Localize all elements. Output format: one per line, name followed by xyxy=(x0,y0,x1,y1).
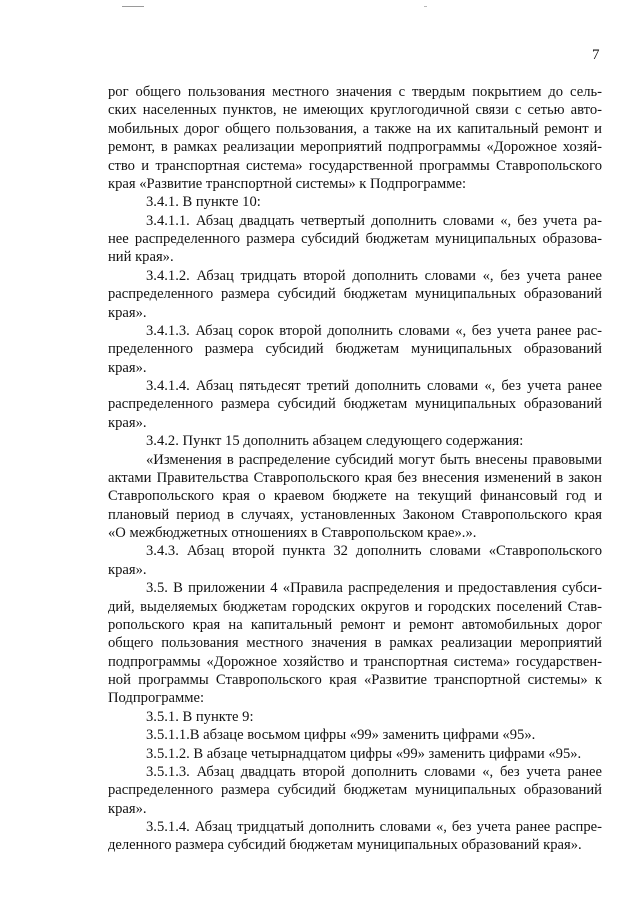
text-line: края». xyxy=(108,304,147,321)
text-line: края». xyxy=(108,359,147,376)
text-line: 3.5.1.1.В абзаце восьмом цифры «99» заменить цифрами «95». xyxy=(146,727,536,744)
text-line: края». xyxy=(108,561,147,578)
text-line: 3.4.1.3. Абзац сорок второй дополнить словами «, без учета ранее рас- xyxy=(146,322,602,339)
text-line: общего пользования местного значения в рамках реализации мероприятий xyxy=(108,635,602,652)
text-line: края». xyxy=(108,414,147,431)
text-line: 3.4.1.1. Абзац двадцать четвертый дополнить словами «, без учета ра- xyxy=(146,212,602,229)
text-line: дий, выделяемых бюджетам городских округов и городских поселений Став- xyxy=(108,598,602,615)
text-line: 3.4.1. В пункте 10: xyxy=(146,194,261,211)
text-line: мобильных дорог общего пользования, а также на их капитальный ремонт и xyxy=(108,120,602,137)
text-line: подпрограммы «Дорожное хозяйство и транспортная система» государствен- xyxy=(108,653,602,670)
text-line: ремонт, в рамках реализации мероприятий подпрограммы «Дорожное хозяй- xyxy=(108,139,602,156)
text-line: нее распределенного размера субсидий бюджетам муниципальных образова- xyxy=(108,231,602,247)
scan-mark xyxy=(122,6,144,7)
text-line: распределенного размера субсидий бюджетам муниципальных образований xyxy=(108,782,602,799)
text-line: края «Развитие транспортной системы» к Подпрограмме: xyxy=(108,175,467,192)
text-line: 3.5.1.4. Абзац тридцатый дополнить словами «, без учета ранее распре- xyxy=(146,819,602,835)
text-line: 3.4.1.2. Абзац тридцать второй дополнить словами «, без учета ранее xyxy=(146,267,602,284)
text-line: ной программы Ставропольского края «Развитие транспортной системы» к xyxy=(108,672,602,688)
text-line: рог общего пользования местного значения с твердым покрытием до сель- xyxy=(108,84,602,100)
text-line: 3.4.2. Пункт 15 дополнить абзацем следующего содержания: xyxy=(146,433,524,450)
text-line: деленного размера субсидий бюджетам муниципальных образований края». xyxy=(108,837,582,854)
text-line: пределенного размера субсидий бюджетам муниципальных образований xyxy=(108,341,602,358)
text-line: «Изменения в распределение субсидий могут быть внесены правовыми xyxy=(146,451,602,468)
text-line: распределенного размера субсидий бюджетам муниципальных образований xyxy=(108,286,602,303)
text-line: распределенного размера субсидий бюджетам муниципальных образований xyxy=(108,396,602,413)
text-line: 3.5.1.2. В абзаце четырнадцатом цифры «99» заменить цифрами «95». xyxy=(146,745,582,762)
text-line: «О межбюджетных отношениях в Ставропольском крае».». xyxy=(108,525,477,541)
text-line: 3.4.1.4. Абзац пятьдесят третий дополнить словами «, без учета ранее xyxy=(146,378,602,394)
text-line: 3.4.3. Абзац второй пункта 32 дополнить словами «Ставропольского xyxy=(146,543,602,560)
scan-mark xyxy=(424,6,427,7)
text-line: края». xyxy=(108,800,147,817)
text-line: 3.5.1.3. Абзац двадцать второй дополнить словами «, без учета ранее xyxy=(146,763,602,780)
page-number: 7 xyxy=(592,47,600,63)
document-body xyxy=(108,83,602,855)
text-line: плановый период в случаях, установленных Законом Ставропольского края xyxy=(108,506,602,523)
text-line: актами Правительства Ставропольского края без внесения изменений в закон xyxy=(108,469,602,486)
text-line: 3.5.1. В пункте 9: xyxy=(146,708,254,725)
text-line: ропольского края на капитальный ремонт и ремонт автомобильных дорог xyxy=(108,616,602,633)
text-line: ний края». xyxy=(108,249,174,266)
text-line: Подпрограмме: xyxy=(108,690,205,707)
text-line: ских населенных пунктов, не имеющих круглогодичной связи с сетью авто- xyxy=(108,102,602,119)
text-line: ство и транспортная система» государственной программы Ставропольского xyxy=(108,157,602,174)
text-line: Ставропольского края о краевом бюджете на текущий финансовый год и xyxy=(108,488,602,505)
text-line: 3.5. В приложении 4 «Правила распределения и предоставления субси- xyxy=(146,580,602,597)
